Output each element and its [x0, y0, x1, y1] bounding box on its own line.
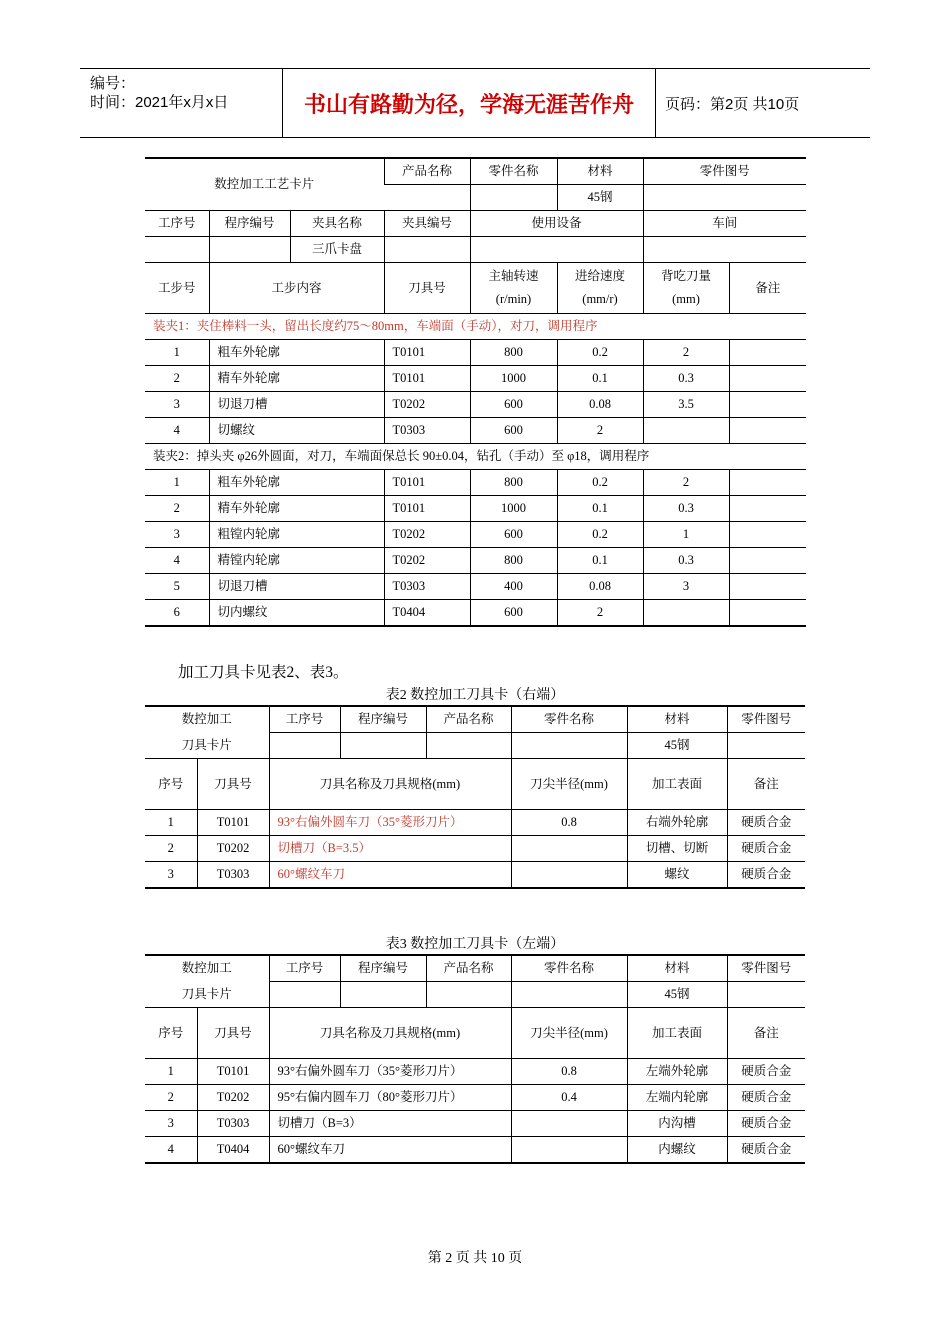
tool-no: T0101: [384, 470, 470, 496]
header-feed-rate: [557, 263, 643, 314]
spindle-speed: 1000: [470, 496, 557, 522]
t2-program-no-value: [340, 733, 426, 759]
spindle-speed: 800: [470, 340, 557, 366]
t3-header-material: 材料: [627, 955, 727, 982]
cut-depth: 3: [643, 574, 729, 600]
tip-radius: 0.8: [511, 1059, 627, 1085]
feed-rate: 0.1: [557, 548, 643, 574]
header-fixture-name: 夹具名称: [290, 211, 384, 237]
step-content: 粗车外轮廓: [209, 470, 384, 496]
spindle-speed: 800: [470, 470, 557, 496]
t2-material-value: 45钢: [627, 733, 727, 759]
tool-row: [145, 1111, 805, 1137]
header-part-name: 零件名称: [470, 158, 557, 185]
tool-spec: 切槽刀（B=3）: [269, 1111, 511, 1137]
spindle-speed: 800: [470, 548, 557, 574]
header-page-label: 页码：第2页 共10页: [665, 95, 800, 113]
machined-surface: 内螺纹: [627, 1137, 727, 1164]
machined-surface: 右端外轮廓: [627, 810, 727, 836]
t2-product-name-value: [426, 733, 511, 759]
step-content: 精镗内轮廓: [209, 548, 384, 574]
t3-header-tool-no: 刀具号: [197, 1008, 269, 1059]
step-content: 精车外轮廓: [209, 496, 384, 522]
step-row: [145, 470, 806, 496]
remark: [729, 418, 806, 444]
t3-header-part-name: 零件名称: [511, 955, 627, 982]
step-content: 切内螺纹: [209, 600, 384, 627]
remark: 硬质合金: [727, 862, 805, 889]
cut-depth: 0.3: [643, 366, 729, 392]
step-no: 3: [145, 522, 209, 548]
machined-surface: 螺纹: [627, 862, 727, 889]
tool-card-left-table: [145, 954, 805, 1164]
tool-spec: 95°右偏内圆车刀（80°菱形刀片）: [269, 1085, 511, 1111]
header-product-name: 产品名称: [384, 158, 470, 185]
step-row: [145, 366, 806, 392]
tool-row: [145, 810, 805, 836]
t3-header-part-drawing: 零件图号: [727, 955, 805, 982]
workshop-value: [643, 237, 806, 263]
t3-material-value: 45钢: [627, 982, 727, 1008]
t3-title-line1: 数控加工: [181, 961, 232, 976]
fixture-name-value: 三爪卡盘: [290, 237, 384, 263]
t3-header-seq: 序号: [145, 1008, 197, 1059]
header-workshop: 车间: [643, 211, 806, 237]
step-no: 1: [145, 470, 209, 496]
step-no: 4: [145, 548, 209, 574]
cut-depth: 0.3: [643, 496, 729, 522]
tool-row: [145, 1085, 805, 1111]
t2-header-process-no: 工序号: [269, 706, 340, 733]
tool-row: [145, 1137, 805, 1164]
t2-header-product-name: 产品名称: [426, 706, 511, 733]
seq-no: 2: [145, 836, 197, 862]
t3-product-name-value: [426, 982, 511, 1008]
tool-no: T0101: [197, 810, 269, 836]
t3-program-no-value: [340, 982, 426, 1008]
remark: [729, 496, 806, 522]
header-material: 材料: [557, 158, 643, 185]
cut-depth: 2: [643, 340, 729, 366]
step-row: [145, 340, 806, 366]
t2-title-line2: 刀具卡片: [181, 737, 232, 752]
remark: [729, 600, 806, 627]
tip-radius: 0.4: [511, 1085, 627, 1111]
tool-card-right-table: [145, 705, 805, 889]
header-equipment: 使用设备: [470, 211, 643, 237]
tool-no: T0101: [384, 366, 470, 392]
tool-no: T0202: [384, 548, 470, 574]
t2-header-surface: 加工表面: [627, 759, 727, 810]
step-row: [145, 522, 806, 548]
tool-row: [145, 862, 805, 889]
t3-part-name-value: [511, 982, 627, 1008]
spindle-speed: 600: [470, 418, 557, 444]
tool-row: [145, 836, 805, 862]
tool-spec: 切槽刀（B=3.5）: [269, 836, 511, 862]
step-row: [145, 418, 806, 444]
cut-depth: 0.3: [643, 548, 729, 574]
step-content: 精车外轮廓: [209, 366, 384, 392]
spindle-speed: 600: [470, 522, 557, 548]
clamping-2-description: 装夹2：掉头夹 φ26外圆面，对刀，车端面保总长 90±0.04，钻孔（手动）至 φ18，调用程序: [145, 444, 806, 470]
page-footer: 第 2 页 共 10 页: [427, 1251, 523, 1266]
machined-surface: 左端内轮廓: [627, 1085, 727, 1111]
step-content: 粗车外轮廓: [209, 340, 384, 366]
depth-label: 背吃刀量: [661, 269, 712, 283]
process-no-value: [145, 237, 209, 263]
step-no: 2: [145, 496, 209, 522]
t3-header-product-name: 产品名称: [426, 955, 511, 982]
remark: [729, 574, 806, 600]
step-row: [145, 496, 806, 522]
remark: 硬质合金: [727, 836, 805, 862]
remark: [729, 548, 806, 574]
clamping-1-description: 装夹1：夹住棒料一头，留出长度约75～80mm，车端面（手动），对刀，调用程序: [145, 314, 806, 340]
feed-rate: 0.2: [557, 522, 643, 548]
tip-radius: [511, 862, 627, 889]
seq-no: 1: [145, 810, 197, 836]
tool-no: T0404: [197, 1137, 269, 1164]
seq-no: 3: [145, 862, 197, 889]
tool-no: T0303: [384, 418, 470, 444]
t3-header-surface: 加工表面: [627, 1008, 727, 1059]
tool-no: T0202: [384, 522, 470, 548]
t3-header-tool-spec: 刀具名称及刀具规格(mm): [269, 1008, 511, 1059]
step-content: 切退刀槽: [209, 392, 384, 418]
step-row: [145, 574, 806, 600]
t2-header-tool-spec: 刀具名称及刀具规格(mm): [269, 759, 511, 810]
remark: [729, 340, 806, 366]
spindle-speed: 1000: [470, 366, 557, 392]
step-no: 1: [145, 340, 209, 366]
t2-header-radius: 刀尖半径(mm): [511, 759, 627, 810]
remark: [729, 470, 806, 496]
material-value: 45钢: [557, 185, 643, 211]
header-info: [80, 69, 283, 137]
spindle-speed: 600: [470, 392, 557, 418]
machined-surface: 内沟槽: [627, 1111, 727, 1137]
page-header: [80, 68, 870, 138]
spindle-speed: 600: [470, 600, 557, 627]
t3-title-line2: 刀具卡片: [181, 986, 232, 1001]
machined-surface: 左端外轮廓: [627, 1059, 727, 1085]
depth-unit: (mm): [672, 292, 700, 306]
spindle-unit: (r/min): [495, 292, 532, 306]
step-row: [145, 392, 806, 418]
header-fixture-no: 夹具编号: [384, 211, 470, 237]
t2-part-drawing-value: [727, 733, 805, 759]
tool-no: T0303: [384, 574, 470, 600]
part-drawing-value: [643, 185, 806, 211]
cut-depth: [643, 418, 729, 444]
header-motto: 书山有路勤为径，学海无涯苦作舟: [283, 69, 656, 137]
t2-header-tool-no: 刀具号: [197, 759, 269, 810]
cut-depth: [643, 600, 729, 627]
tool-no: T0404: [384, 600, 470, 627]
tool-no: T0101: [384, 496, 470, 522]
t3-header-process-no: 工序号: [269, 955, 340, 982]
t3-header-program-no: 程序编号: [340, 955, 426, 982]
header-step-content: 工步内容: [209, 263, 384, 314]
feed-rate: 0.2: [557, 340, 643, 366]
tool-no: T0303: [197, 1111, 269, 1137]
step-row: [145, 600, 806, 627]
fixture-no-value: [384, 237, 470, 263]
tool-no: T0202: [384, 392, 470, 418]
tool-spec: 60°螺纹车刀: [269, 862, 511, 889]
tool-no: T0303: [197, 862, 269, 889]
tool-no: T0202: [197, 1085, 269, 1111]
table3-caption: 表3 数控加工刀具卡（左端）: [385, 937, 565, 952]
step-content: 切螺纹: [209, 418, 384, 444]
t2-header-remark: 备注: [727, 759, 805, 810]
remark: 硬质合金: [727, 1111, 805, 1137]
header-process-no: 工序号: [145, 211, 209, 237]
seq-no: 2: [145, 1085, 197, 1111]
feed-label: 进给速度: [575, 269, 626, 283]
header-program-no: 程序编号: [209, 211, 290, 237]
table2-caption: 表2 数控加工刀具卡（右端）: [385, 688, 565, 703]
header-remark: 备注: [729, 263, 806, 314]
remark: [729, 522, 806, 548]
program-no-value: [209, 237, 290, 263]
tool-row: [145, 1059, 805, 1085]
tip-radius: [511, 836, 627, 862]
seq-no: 1: [145, 1059, 197, 1085]
step-no: 3: [145, 392, 209, 418]
tool-no: T0202: [197, 836, 269, 862]
remark: 硬质合金: [727, 1059, 805, 1085]
feed-rate: 0.1: [557, 496, 643, 522]
part-name-value: [470, 185, 557, 211]
tool-card-intro: 加工刀具卡见表2、表3。: [178, 664, 349, 681]
step-row: [145, 548, 806, 574]
t3-part-drawing-value: [727, 982, 805, 1008]
step-no: 6: [145, 600, 209, 627]
feed-rate: 0.08: [557, 392, 643, 418]
t3-header-radius: 刀尖半径(mm): [511, 1008, 627, 1059]
feed-rate: 2: [557, 418, 643, 444]
t2-header-seq: 序号: [145, 759, 197, 810]
tool-no: T0101: [197, 1059, 269, 1085]
step-content: 切退刀槽: [209, 574, 384, 600]
tip-radius: [511, 1111, 627, 1137]
product-name-value: [384, 185, 470, 211]
cut-depth: 2: [643, 470, 729, 496]
t2-title-line1: 数控加工: [181, 712, 232, 727]
header-cut-depth: [643, 263, 729, 314]
cut-depth: 3.5: [643, 392, 729, 418]
process-card-table: [145, 157, 806, 627]
t2-header-material: 材料: [627, 706, 727, 733]
step-no: 4: [145, 418, 209, 444]
t2-header-part-drawing: 零件图号: [727, 706, 805, 733]
cut-depth: 1: [643, 522, 729, 548]
tool-spec: 60°螺纹车刀: [269, 1137, 511, 1164]
t3-header-remark: 备注: [727, 1008, 805, 1059]
remark: [729, 392, 806, 418]
header-part-drawing: 零件图号: [643, 158, 806, 185]
tip-radius: 0.8: [511, 810, 627, 836]
feed-rate: 2: [557, 600, 643, 627]
tool-spec: 93°右偏外圆车刀（35°菱形刀片）: [269, 1059, 511, 1085]
seq-no: 3: [145, 1111, 197, 1137]
seq-no: 4: [145, 1137, 197, 1164]
header-spindle-speed: [470, 263, 557, 314]
spindle-label: 主轴转速: [488, 269, 539, 283]
feed-rate: 0.2: [557, 470, 643, 496]
step-content: 粗镗内轮廓: [209, 522, 384, 548]
t2-part-name-value: [511, 733, 627, 759]
remark: 硬质合金: [727, 1085, 805, 1111]
feed-rate: 0.1: [557, 366, 643, 392]
step-no: 2: [145, 366, 209, 392]
step-no: 5: [145, 574, 209, 600]
t2-header-part-name: 零件名称: [511, 706, 627, 733]
t3-process-no-value: [269, 982, 340, 1008]
t2-header-program-no: 程序编号: [340, 706, 426, 733]
tip-radius: [511, 1137, 627, 1164]
feed-unit: (mm/r): [582, 292, 618, 306]
equipment-value: [470, 237, 643, 263]
card-title: 数控加工工艺卡片: [214, 177, 315, 191]
header-step-no: 工步号: [145, 263, 209, 314]
remark: 硬质合金: [727, 810, 805, 836]
doc-time-label: 时间：2021年x月x日: [90, 94, 229, 111]
feed-rate: 0.08: [557, 574, 643, 600]
remark: [729, 366, 806, 392]
doc-number-label: 编号：: [90, 75, 136, 92]
tool-spec: 93°右偏外圆车刀（35°菱形刀片）: [269, 810, 511, 836]
machined-surface: 切槽、切断: [627, 836, 727, 862]
t2-process-no-value: [269, 733, 340, 759]
tool-no: T0101: [384, 340, 470, 366]
spindle-speed: 400: [470, 574, 557, 600]
header-tool-no: 刀具号: [384, 263, 470, 314]
remark: 硬质合金: [727, 1137, 805, 1164]
